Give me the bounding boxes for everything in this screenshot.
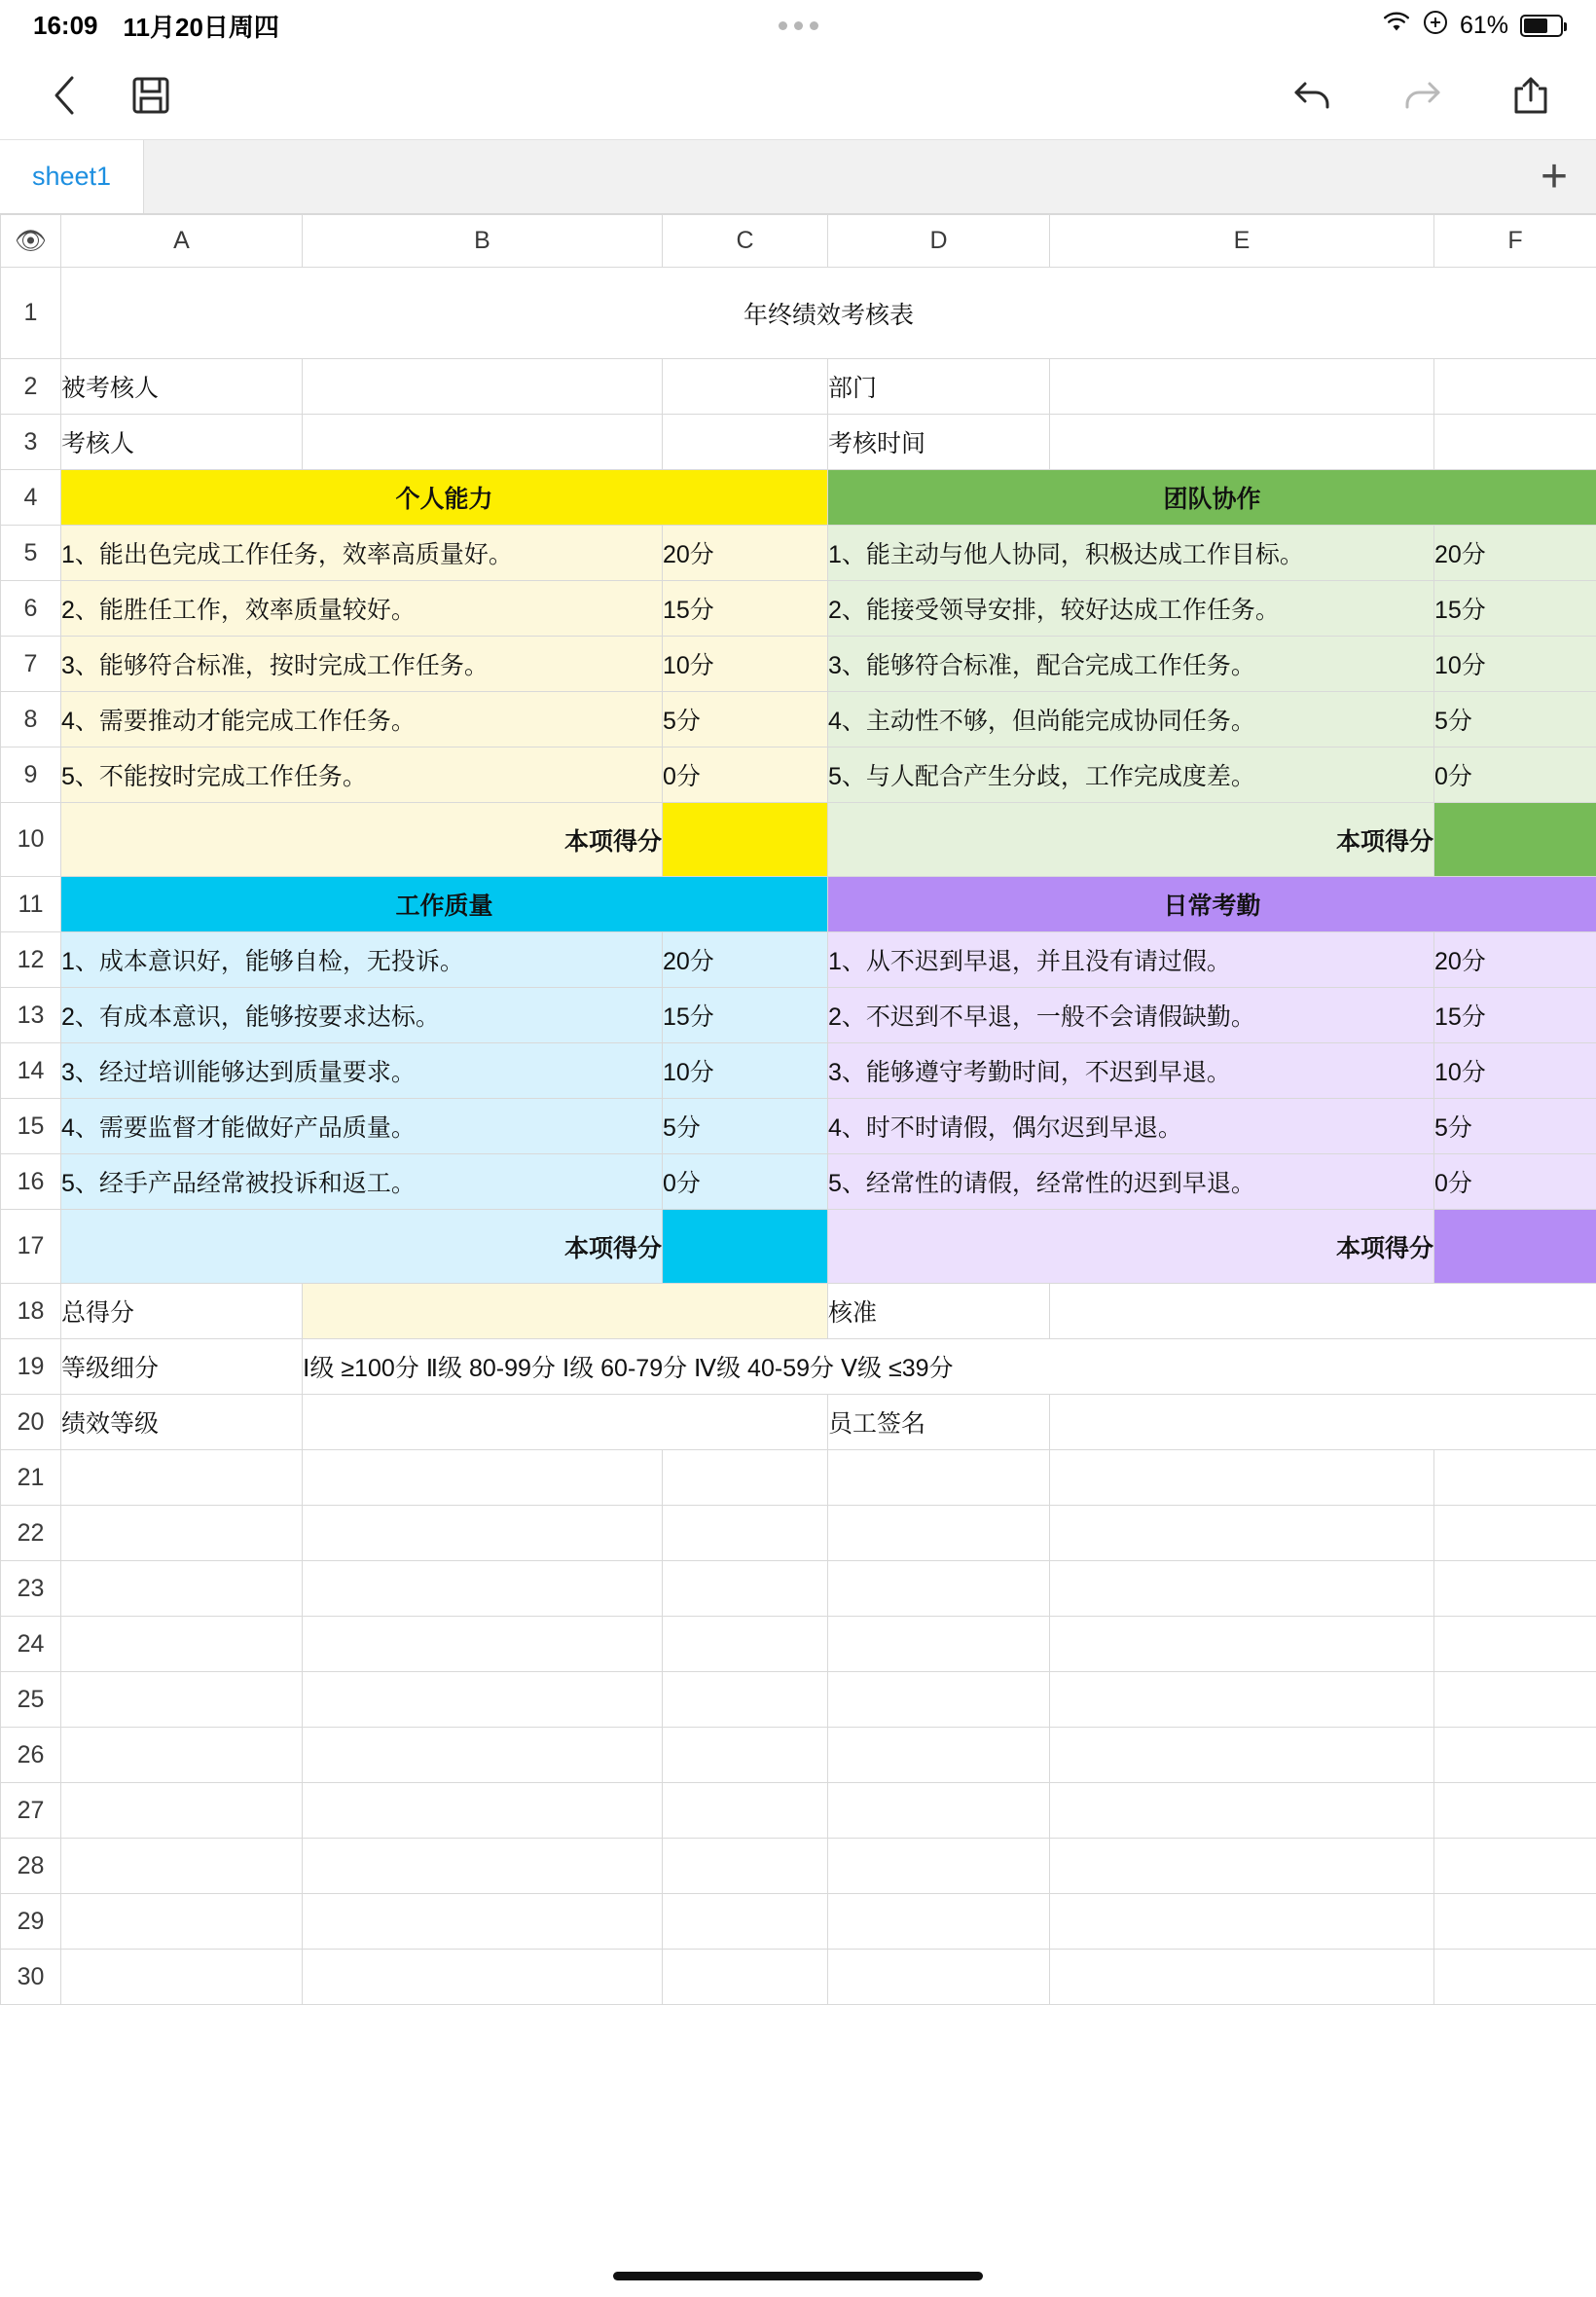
row-header-28[interactable]: 28 <box>1 1839 61 1894</box>
cell-personal-ability-score-5[interactable]: 0分 <box>663 747 828 803</box>
table-row <box>1 1950 1596 2005</box>
row-header-27[interactable]: 27 <box>1 1783 61 1839</box>
redo-button[interactable] <box>1390 63 1454 128</box>
cell-c22[interactable] <box>663 1506 828 1561</box>
table-row <box>1 1154 1596 1210</box>
save-button[interactable] <box>119 63 183 128</box>
section-header-attendance[interactable]: 日常考勤 <box>828 877 1596 932</box>
column-header-f[interactable]: F <box>1434 215 1596 268</box>
cell-d25[interactable] <box>828 1672 1050 1728</box>
table-row <box>1 1450 1596 1506</box>
cell-work-quality-score-4[interactable]: 5分 <box>663 1099 828 1154</box>
cell-b23[interactable] <box>303 1561 663 1617</box>
cell-attendance-score-4[interactable]: 5分 <box>1434 1099 1596 1154</box>
table-row <box>1 1783 1596 1839</box>
cell-d3-date-label[interactable]: 考核时间 <box>828 415 1050 470</box>
cell-a28[interactable] <box>61 1839 303 1894</box>
table-row <box>1 470 1596 526</box>
value-attendance-subtotal[interactable] <box>1434 1210 1596 1284</box>
cell-d2-department-label[interactable]: 部门 <box>828 359 1050 415</box>
cell-work-quality-item-4[interactable]: 4、需要监督才能做好产品质量。 <box>61 1099 663 1154</box>
cell-f25[interactable] <box>1434 1672 1596 1728</box>
cell-personal-ability-item-3[interactable]: 3、能够符合标准，按时完成工作任务。 <box>61 637 663 692</box>
cell-work-quality-score-3[interactable]: 10分 <box>663 1043 828 1099</box>
back-button[interactable] <box>33 63 97 128</box>
cell-d26[interactable] <box>828 1728 1050 1783</box>
cell-f30[interactable] <box>1434 1950 1596 2005</box>
cell-personal-ability-score-1[interactable]: 20分 <box>663 526 828 581</box>
cell-b25[interactable] <box>303 1672 663 1728</box>
home-indicator[interactable] <box>613 2272 983 2280</box>
table-row <box>1 1672 1596 1728</box>
cell-a25[interactable] <box>61 1672 303 1728</box>
cell-e30[interactable] <box>1050 1950 1434 2005</box>
cell-e3-date-value[interactable] <box>1050 415 1434 470</box>
more-dots-icon <box>779 21 818 30</box>
status-bar-left <box>33 8 279 44</box>
row-header-7[interactable]: 7 <box>1 637 61 692</box>
row-header-5[interactable]: 5 <box>1 526 61 581</box>
column-header-a[interactable]: A <box>61 215 303 268</box>
row-header-21[interactable]: 21 <box>1 1450 61 1506</box>
row-header-22[interactable]: 22 <box>1 1506 61 1561</box>
value-signature[interactable] <box>1050 1395 1596 1450</box>
cell-attendance-item-3[interactable]: 3、能够遵守考勤时间，不迟到早退。 <box>828 1043 1434 1099</box>
value-personal-ability-subtotal[interactable] <box>663 803 828 877</box>
value-approve[interactable] <box>1050 1284 1596 1339</box>
cell-work-quality-item-5[interactable]: 5、经手产品经常被投诉和返工。 <box>61 1154 663 1210</box>
cell-c26[interactable] <box>663 1728 828 1783</box>
eye-icon[interactable]: 👁 <box>14 226 47 255</box>
cell-f2[interactable] <box>1434 359 1596 415</box>
cell-a2-assessee-label[interactable]: 被考核人 <box>61 359 303 415</box>
cell-attendance-item-2[interactable]: 2、不迟到不早退，一般不会请假缺勤。 <box>828 988 1434 1043</box>
cell-e28[interactable] <box>1050 1839 1434 1894</box>
cell-personal-ability-score-4[interactable]: 5分 <box>663 692 828 747</box>
value-work-quality-subtotal[interactable] <box>663 1210 828 1284</box>
cell-team-work-item-3[interactable]: 3、能够符合标准，配合完成工作任务。 <box>828 637 1434 692</box>
row-header-13[interactable]: 13 <box>1 988 61 1043</box>
section-header-personal-ability[interactable]: 个人能力 <box>61 470 828 526</box>
row-header-8[interactable]: 8 <box>1 692 61 747</box>
spreadsheet-grid[interactable] <box>0 214 1596 2254</box>
cell-f29[interactable] <box>1434 1894 1596 1950</box>
table-row <box>1 1728 1596 1783</box>
row-header-11[interactable]: 11 <box>1 877 61 932</box>
cell-attendance-score-3[interactable]: 10分 <box>1434 1043 1596 1099</box>
row-header-17[interactable]: 17 <box>1 1210 61 1284</box>
cell-attendance-score-1[interactable]: 20分 <box>1434 932 1596 988</box>
cell-work-quality-item-3[interactable]: 3、经过培训能够达到质量要求。 <box>61 1043 663 1099</box>
cell-work-quality-item-1[interactable]: 1、成本意识好，能够自检，无投诉。 <box>61 932 663 988</box>
cell-f26[interactable] <box>1434 1728 1596 1783</box>
cell-a23[interactable] <box>61 1561 303 1617</box>
row-header-4[interactable]: 4 <box>1 470 61 526</box>
row-header-3[interactable]: 3 <box>1 415 61 470</box>
table-row <box>1 1210 1596 1284</box>
cell-d22[interactable] <box>828 1506 1050 1561</box>
row-header-14[interactable]: 14 <box>1 1043 61 1099</box>
cell-e22[interactable] <box>1050 1506 1434 1561</box>
cell-e21[interactable] <box>1050 1450 1434 1506</box>
cell-team-work-score-3[interactable]: 10分 <box>1434 637 1596 692</box>
sheet-tab-sheet1[interactable]: sheet1 <box>0 140 144 213</box>
cell-b24[interactable] <box>303 1617 663 1672</box>
cell-e27[interactable] <box>1050 1783 1434 1839</box>
cell-personal-ability-item-4[interactable]: 4、需要推动才能完成工作任务。 <box>61 692 663 747</box>
table-row <box>1 526 1596 581</box>
cell-f27[interactable] <box>1434 1783 1596 1839</box>
cell-b26[interactable] <box>303 1728 663 1783</box>
value-performance-grade[interactable] <box>303 1395 828 1450</box>
cell-e26[interactable] <box>1050 1728 1434 1783</box>
cell-d30[interactable] <box>828 1950 1050 2005</box>
toolbar <box>0 51 1596 140</box>
tab-bar-filler <box>144 140 1512 213</box>
row-header-30[interactable]: 30 <box>1 1950 61 2005</box>
cell-personal-ability-score-2[interactable]: 15分 <box>663 581 828 637</box>
cell-c3[interactable] <box>663 415 828 470</box>
home-indicator-bar <box>0 2254 1596 2297</box>
label-team-work-subtotal[interactable]: 本项得分 <box>828 803 1434 877</box>
row-header-20[interactable]: 20 <box>1 1395 61 1450</box>
row-header-1[interactable]: 1 <box>1 268 61 359</box>
cell-b22[interactable] <box>303 1506 663 1561</box>
cell-attendance-item-1[interactable]: 1、从不迟到早退，并且没有请过假。 <box>828 932 1434 988</box>
cell-c27[interactable] <box>663 1783 828 1839</box>
label-performance-grade[interactable]: 绩效等级 <box>61 1395 303 1450</box>
cell-c30[interactable] <box>663 1950 828 2005</box>
row-header-23[interactable]: 23 <box>1 1561 61 1617</box>
label-approve[interactable]: 核准 <box>828 1284 1050 1339</box>
label-signature[interactable]: 员工签名 <box>828 1395 1050 1450</box>
row-header-24[interactable]: 24 <box>1 1617 61 1672</box>
cell-e23[interactable] <box>1050 1561 1434 1617</box>
cell-f28[interactable] <box>1434 1839 1596 1894</box>
row-header-16[interactable]: 16 <box>1 1154 61 1210</box>
cell-d24[interactable] <box>828 1617 1050 1672</box>
cell-c25[interactable] <box>663 1672 828 1728</box>
cell-e25[interactable] <box>1050 1672 1434 1728</box>
table-row <box>1 1839 1596 1894</box>
label-work-quality-subtotal[interactable]: 本项得分 <box>61 1210 663 1284</box>
cell-d23[interactable] <box>828 1561 1050 1617</box>
table-row <box>1 359 1596 415</box>
cell-d27[interactable] <box>828 1783 1050 1839</box>
cell-c21[interactable] <box>663 1450 828 1506</box>
table-row <box>1 877 1596 932</box>
table-row <box>1 1043 1596 1099</box>
cell-f24[interactable] <box>1434 1617 1596 1672</box>
section-header-work-quality[interactable]: 工作质量 <box>61 877 828 932</box>
status-time: 16:09 <box>33 10 98 40</box>
cell-attendance-score-2[interactable]: 15分 <box>1434 988 1596 1043</box>
cell-c24[interactable] <box>663 1617 828 1672</box>
column-header-c[interactable]: C <box>663 215 828 268</box>
cell-a27[interactable] <box>61 1783 303 1839</box>
cell-team-work-score-5[interactable]: 0分 <box>1434 747 1596 803</box>
cell-a26[interactable] <box>61 1728 303 1783</box>
table-row <box>1 415 1596 470</box>
table-row <box>1 1561 1596 1617</box>
row-header-29[interactable]: 29 <box>1 1894 61 1950</box>
table-row <box>1 268 1596 359</box>
cell-attendance-item-5[interactable]: 5、经常性的请假，经常性的迟到早退。 <box>828 1154 1434 1210</box>
status-bar-right <box>1382 10 1563 42</box>
toolbar-right <box>1281 63 1563 128</box>
table-row <box>1 581 1596 637</box>
cell-team-work-item-4[interactable]: 4、主动性不够，但尚能完成协同任务。 <box>828 692 1434 747</box>
row-header-2[interactable]: 2 <box>1 359 61 415</box>
table-row <box>1 803 1596 877</box>
cell-c23[interactable] <box>663 1561 828 1617</box>
cell-c2[interactable] <box>663 359 828 415</box>
cell-work-quality-score-5[interactable]: 0分 <box>663 1154 828 1210</box>
row-header-25[interactable]: 25 <box>1 1672 61 1728</box>
cell-d28[interactable] <box>828 1839 1050 1894</box>
cell-e24[interactable] <box>1050 1617 1434 1672</box>
cell-b3-assessor-value[interactable] <box>303 415 663 470</box>
cell-attendance-item-4[interactable]: 4、时不时请假，偶尔迟到早退。 <box>828 1099 1434 1154</box>
cell-work-quality-score-1[interactable]: 20分 <box>663 932 828 988</box>
sheet-tab-bar <box>0 140 1596 214</box>
cell-attendance-score-5[interactable]: 0分 <box>1434 1154 1596 1210</box>
row-header-26[interactable]: 26 <box>1 1728 61 1783</box>
cell-f21[interactable] <box>1434 1450 1596 1506</box>
cell-f22[interactable] <box>1434 1506 1596 1561</box>
cell-personal-ability-item-5[interactable]: 5、不能按时完成工作任务。 <box>61 747 663 803</box>
cell-work-quality-score-2[interactable]: 15分 <box>663 988 828 1043</box>
cell-a21[interactable] <box>61 1450 303 1506</box>
cell-f23[interactable] <box>1434 1561 1596 1617</box>
row-header-18[interactable]: 18 <box>1 1284 61 1339</box>
cell-team-work-score-2[interactable]: 15分 <box>1434 581 1596 637</box>
table-row <box>1 1284 1596 1339</box>
value-team-work-subtotal[interactable] <box>1434 803 1596 877</box>
status-bar <box>0 0 1596 51</box>
cell-c28[interactable] <box>663 1839 828 1894</box>
table-row <box>1 1395 1596 1450</box>
cell-a30[interactable] <box>61 1950 303 2005</box>
table-row <box>1 1506 1596 1561</box>
section-header-team-work[interactable]: 团队协作 <box>828 470 1596 526</box>
cell-d29[interactable] <box>828 1894 1050 1950</box>
cell-c29[interactable] <box>663 1894 828 1950</box>
cell-personal-ability-item-1[interactable]: 1、能出色完成工作任务，效率高质量好。 <box>61 526 663 581</box>
table-row <box>1 1894 1596 1950</box>
row-header-19[interactable]: 19 <box>1 1339 61 1395</box>
location-icon <box>1423 10 1448 42</box>
column-header-d[interactable]: D <box>828 215 1050 268</box>
label-attendance-subtotal[interactable]: 本项得分 <box>828 1210 1434 1284</box>
cell-work-quality-item-2[interactable]: 2、有成本意识，能够按要求达标。 <box>61 988 663 1043</box>
cell-personal-ability-item-2[interactable]: 2、能胜任工作，效率质量较好。 <box>61 581 663 637</box>
cell-team-work-item-5[interactable]: 5、与人配合产生分歧，工作完成度差。 <box>828 747 1434 803</box>
row-header-15[interactable]: 15 <box>1 1099 61 1154</box>
undo-button[interactable] <box>1281 63 1345 128</box>
wifi-icon <box>1382 11 1411 41</box>
row-header-6[interactable]: 6 <box>1 581 61 637</box>
column-header-e[interactable]: E <box>1050 215 1434 268</box>
table-row <box>1 932 1596 988</box>
label-personal-ability-subtotal[interactable]: 本项得分 <box>61 803 663 877</box>
table-row <box>1 692 1596 747</box>
table-row <box>1 747 1596 803</box>
cell-a3-assessor-label[interactable]: 考核人 <box>61 415 303 470</box>
cell-personal-ability-score-3[interactable]: 10分 <box>663 637 828 692</box>
cell-team-work-score-1[interactable]: 20分 <box>1434 526 1596 581</box>
value-total-score[interactable] <box>303 1284 828 1339</box>
cell-e29[interactable] <box>1050 1894 1434 1950</box>
cell-b28[interactable] <box>303 1839 663 1894</box>
label-total-score[interactable]: 总得分 <box>61 1284 303 1339</box>
column-header-b[interactable]: B <box>303 215 663 268</box>
row-header-10[interactable]: 10 <box>1 803 61 877</box>
battery-icon <box>1520 15 1563 37</box>
label-grade-detail[interactable]: 等级细分 <box>61 1339 303 1395</box>
cell-team-work-item-1[interactable]: 1、能主动与他人协同，积极达成工作目标。 <box>828 526 1434 581</box>
add-sheet-button[interactable]: + <box>1540 151 1569 202</box>
table-row <box>1 1099 1596 1154</box>
cell-a29[interactable] <box>61 1894 303 1950</box>
column-header-row <box>1 215 1596 268</box>
value-grade-detail[interactable]: Ⅰ级 ≥100分 Ⅱ级 80-99分 Ⅰ级 60-79分 Ⅳ级 40-59分 Ⅴ级 ≤39分 <box>303 1339 1596 1395</box>
table-row <box>1 1617 1596 1672</box>
cell-e2-department-value[interactable] <box>1050 359 1434 415</box>
cell-b29[interactable] <box>303 1894 663 1950</box>
table-row <box>1 637 1596 692</box>
cell-b2-assessee-value[interactable] <box>303 359 663 415</box>
cell-d21[interactable] <box>828 1450 1050 1506</box>
status-date: 11月20日周四 <box>123 12 279 42</box>
table-row <box>1 1339 1596 1395</box>
cell-a22[interactable] <box>61 1506 303 1561</box>
select-all-corner[interactable] <box>1 215 61 268</box>
row-header-12[interactable]: 12 <box>1 932 61 988</box>
sheet-title-cell[interactable]: 年终绩效考核表 <box>61 268 1596 359</box>
table-row <box>1 988 1596 1043</box>
cell-f3[interactable] <box>1434 415 1596 470</box>
battery-percent: 61% <box>1459 11 1508 39</box>
cell-b21[interactable] <box>303 1450 663 1506</box>
cell-a24[interactable] <box>61 1617 303 1672</box>
share-export-button[interactable] <box>1499 63 1563 128</box>
cell-team-work-item-2[interactable]: 2、能接受领导安排，较好达成工作任务。 <box>828 581 1434 637</box>
cell-b30[interactable] <box>303 1950 663 2005</box>
row-header-9[interactable]: 9 <box>1 747 61 803</box>
cell-b27[interactable] <box>303 1783 663 1839</box>
cell-team-work-score-4[interactable]: 5分 <box>1434 692 1596 747</box>
